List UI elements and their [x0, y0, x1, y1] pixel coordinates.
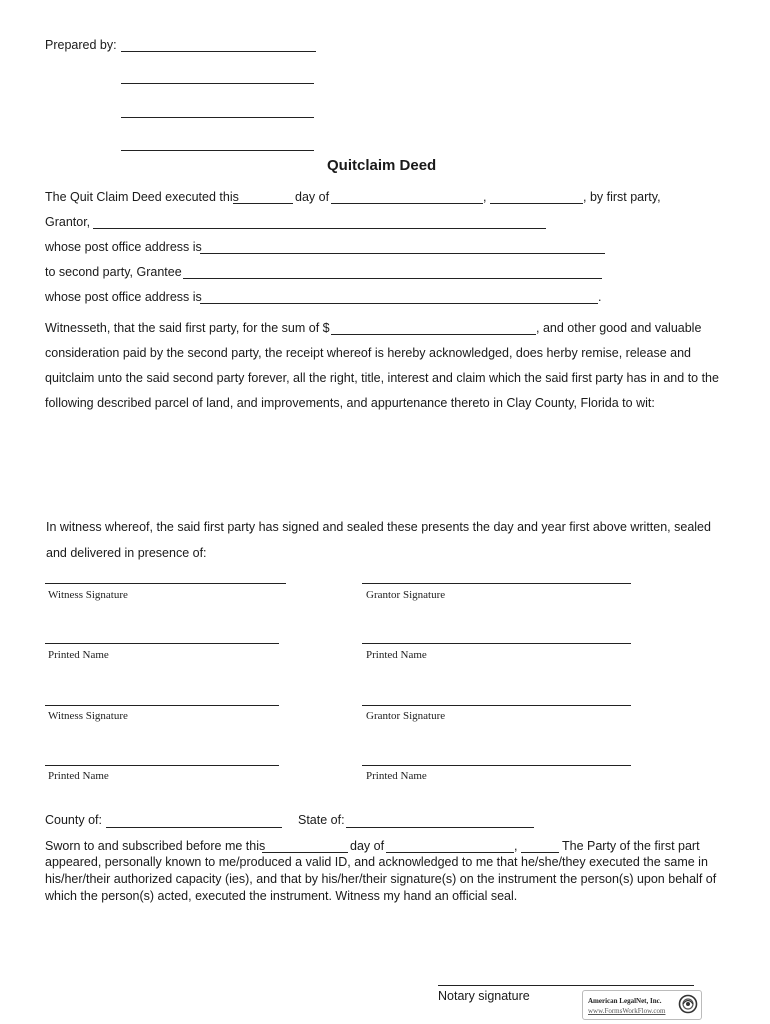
printed-name-line-1[interactable]	[45, 643, 279, 644]
grantor-address-label: whose post office address is	[45, 240, 202, 254]
notary-signature-label: Notary signature	[438, 989, 530, 1003]
quitclaim-text: quitclaim unto the said second party forever, all the right, title, interest and claim which the said first party has in and to the	[45, 371, 719, 385]
sworn-day-field[interactable]	[262, 852, 348, 853]
printed-name-label-4: Printed Name	[366, 770, 427, 782]
witness-signature-line-1[interactable]	[45, 583, 286, 584]
notary-paragraph-line-2: appeared, personally known to me/produced a valid ID, and acknowledged to me that he/she/they executed the same in	[45, 855, 708, 869]
parcel-description-text: following described parcel of land, and improvements, and appurtenance thereto in Clay County, Florida to wit:	[45, 396, 655, 410]
first-party-text: , by first party,	[583, 190, 661, 204]
witness-signature-label-2: Witness Signature	[48, 710, 128, 722]
grantee-address-label: whose post office address is	[45, 290, 202, 304]
prepared-by-line-1[interactable]	[121, 51, 316, 52]
sworn-day-of-text: day of	[350, 839, 385, 853]
notary-paragraph-line-3: his/her/their authorized capacity (ies), and that by his/her/their signature(s) on the instrument the person(s) upon behalf of	[45, 872, 717, 886]
state-field[interactable]	[346, 827, 534, 828]
grantor-signature-line-1[interactable]	[362, 583, 631, 584]
witness-signature-line-2[interactable]	[45, 705, 279, 706]
grantee-address-field[interactable]	[200, 303, 598, 304]
document-title: Quitclaim Deed	[327, 157, 437, 174]
execution-month-field[interactable]	[331, 203, 483, 204]
sworn-year-field[interactable]	[521, 852, 559, 853]
party-first-part-text: The Party of the first part	[562, 839, 700, 853]
sworn-text: Sworn to and subscribed before me this	[45, 839, 266, 853]
grantor-signature-line-2[interactable]	[362, 705, 631, 706]
state-label: State of:	[298, 813, 345, 827]
prepared-by-line-3[interactable]	[121, 117, 314, 118]
sworn-month-field[interactable]	[386, 852, 514, 853]
consideration-text: consideration paid by the second party, the receipt whereof is hereby acknowledged, does herby remise, release and	[45, 346, 691, 360]
consideration-amount-field[interactable]	[331, 334, 536, 335]
american-legalnet-logo	[582, 990, 702, 1020]
grantor-address-field[interactable]	[200, 253, 605, 254]
deed-intro-text: The Quit Claim Deed executed this	[45, 190, 239, 204]
grantee-label: to second party, Grantee	[45, 265, 182, 279]
grantor-label: Grantor,	[45, 215, 91, 229]
grantee-name-field[interactable]	[183, 278, 602, 279]
printed-name-label-3: Printed Name	[48, 770, 109, 782]
logo-company-name: American LegalNet, Inc.	[588, 997, 662, 1005]
globe-logo-icon	[678, 994, 698, 1014]
address-period: .	[598, 290, 602, 304]
prepared-by-label: Prepared by:	[45, 38, 117, 52]
printed-name-line-3[interactable]	[45, 765, 279, 766]
in-witness-text: In witness whereof, the said first party has signed and sealed these presents the day and year first above written, sealed	[46, 520, 711, 534]
notary-paragraph-line-4: which the person(s) acted, executed the instrument. Witness my hand an official seal.	[45, 889, 518, 903]
comma-text: ,	[483, 190, 487, 204]
delivered-in-presence-text: and delivered in presence of:	[46, 546, 207, 560]
execution-day-field[interactable]	[233, 203, 293, 204]
county-field[interactable]	[106, 827, 282, 828]
witness-signature-label-1: Witness Signature	[48, 589, 128, 601]
sworn-comma: ,	[514, 839, 518, 853]
printed-name-line-4[interactable]	[362, 765, 631, 766]
day-of-text: day of	[295, 190, 330, 204]
printed-name-line-2[interactable]	[362, 643, 631, 644]
prepared-by-line-4[interactable]	[121, 150, 314, 151]
county-label: County of:	[45, 813, 102, 827]
grantor-signature-label-1: Grantor Signature	[366, 589, 446, 601]
grantor-name-field[interactable]	[93, 228, 546, 229]
execution-year-field[interactable]	[490, 203, 583, 204]
witnesseth-text-end: , and other good and valuable	[536, 321, 702, 335]
notary-signature-line[interactable]	[438, 985, 694, 986]
prepared-by-line-2[interactable]	[121, 83, 314, 84]
logo-url[interactable]: www.FormsWorkFlow.com	[588, 1007, 666, 1015]
printed-name-label-2: Printed Name	[366, 649, 427, 661]
printed-name-label-1: Printed Name	[48, 649, 109, 661]
grantor-signature-label-2: Grantor Signature	[366, 710, 446, 722]
witnesseth-text: Witnesseth, that the said first party, for the sum of $	[45, 321, 330, 335]
